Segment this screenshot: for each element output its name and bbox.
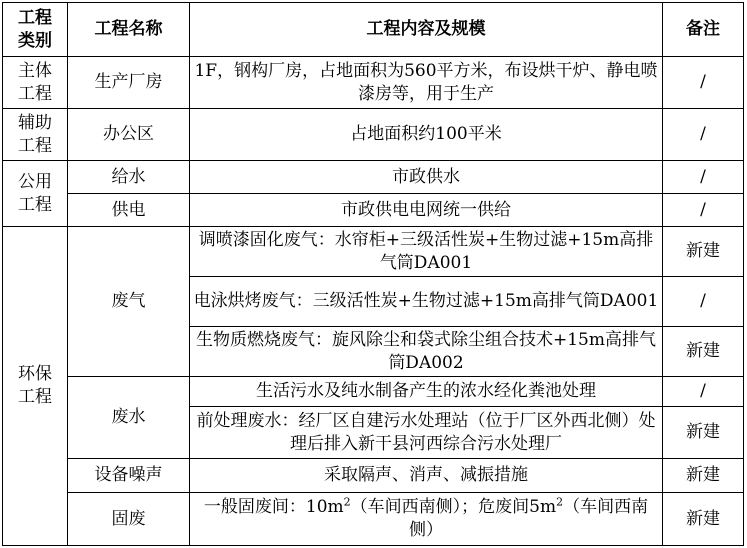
table-row	[3, 109, 744, 161]
table-row	[3, 227, 744, 277]
table-row	[3, 57, 744, 109]
row-content: 占地面积约100平米	[190, 109, 663, 161]
row-remark: /	[663, 161, 744, 194]
row-content: 电泳烘烤废气：三级活性炭+生物过滤+15m高排气筒DA001	[190, 277, 663, 327]
category-public-text: 公用 工程	[18, 171, 52, 215]
table-row	[3, 377, 744, 407]
row-remark: 新建	[663, 493, 744, 546]
row-remark: /	[663, 277, 744, 327]
category-public	[3, 161, 68, 227]
row-remark: 新建	[663, 459, 744, 493]
table-row	[3, 161, 744, 194]
row-remark: /	[663, 377, 744, 407]
row-name: 办公区	[68, 109, 190, 161]
row-name: 固废	[68, 493, 190, 546]
solid-superscript-2: 2	[556, 495, 564, 509]
row-content: 1F，钢构厂房，占地面积为560平方米，布设烘干炉、静电喷漆房等，用于生产	[190, 57, 663, 109]
category-aux-text: 辅助 工程	[18, 112, 52, 156]
row-remark: /	[663, 194, 744, 227]
row-remark: 新建	[663, 407, 744, 459]
row-name: 生产厂房	[68, 57, 190, 109]
category-main	[3, 57, 68, 109]
row-content: 市政供电电网统一供给	[190, 194, 663, 227]
category-env	[3, 227, 68, 546]
row-remark: 新建	[663, 227, 744, 277]
row-content: 市政供水	[190, 161, 663, 194]
category-aux	[3, 109, 68, 161]
header-content: 工程内容及规模	[190, 3, 663, 57]
header-name: 工程名称	[68, 3, 190, 57]
row-remark: 新建	[663, 327, 744, 377]
table-row	[3, 459, 744, 493]
row-remark: /	[663, 57, 744, 109]
category-env-text: 环保 工程	[18, 364, 52, 407]
solid-content-part1: 一般固废间：10m	[203, 497, 344, 517]
row-name: 设备噪声	[68, 459, 190, 493]
row-name: 给水	[68, 161, 190, 194]
header-remark: 备注	[663, 3, 744, 57]
row-name: 供电	[68, 194, 190, 227]
row-content: 前处理废水：经厂区自建污水处理站（位于厂区外西北侧）处理后排入新干县河西综合污水处理厂	[190, 407, 663, 459]
row-content: 调喷漆固化废气：水帘柜+三级活性炭+生物过滤+15m高排气筒DA001	[190, 227, 663, 277]
row-content: 生物质燃烧废气：旋风除尘和袋式除尘组合技术+15m高排气筒DA002	[190, 327, 663, 377]
row-content: 生活污水及纯水制备产生的浓水经化粪池处理	[190, 377, 663, 407]
category-main-text: 主体 工程	[18, 60, 52, 104]
row-content: 采取隔声、消声、减振措施	[190, 459, 663, 493]
solid-superscript-1: 2	[343, 495, 351, 509]
group-name-gas: 废气	[68, 227, 190, 377]
solid-content-part3: （车间西南侧）	[409, 497, 649, 540]
header-category-text: 工程 类别	[18, 7, 52, 51]
project-composition-table	[2, 2, 744, 546]
row-remark: /	[663, 109, 744, 161]
row-content	[190, 493, 663, 546]
table-row	[3, 194, 744, 227]
table-row	[3, 493, 744, 546]
solid-content-part2: （车间西南侧）；危废间5m	[350, 497, 557, 517]
header-category	[3, 3, 68, 57]
group-name-wastewater: 废水	[68, 377, 190, 459]
header-row	[3, 3, 744, 57]
